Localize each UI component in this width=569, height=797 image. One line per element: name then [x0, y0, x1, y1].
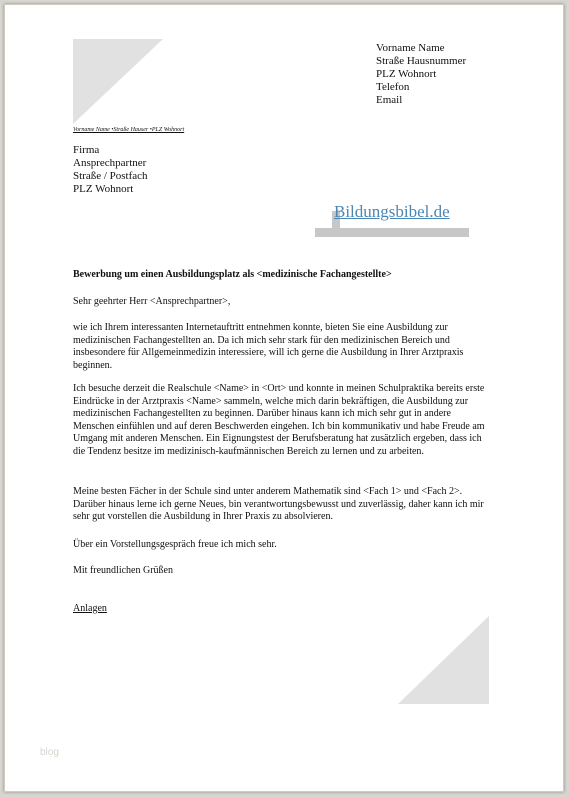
sender-city: PLZ Wohnort	[376, 68, 437, 80]
decorative-triangle-top	[73, 39, 163, 124]
letter-paragraph: wie ich Ihrem interessanten Internetauftritt entnehmen konnte, bieten Sie eine Ausbildung zur medizinischen Fachangestellten an. Da ich mich sehr stark für den medizinischen Bereich und insbesondere für Allgemeinmedizin interessiere, will ich gerne die Ausbildung in Ihrer Arztpraxis beginnen.	[73, 322, 464, 371]
recipient-city: PLZ Wohnort	[73, 183, 134, 195]
recipient-company: Firma	[73, 144, 100, 156]
letter-closing: Mit freundlichen Grüßen	[73, 565, 173, 576]
recipient-address	[73, 144, 148, 196]
letter-salutation: Sehr geehrter Herr <Ansprechpartner>,	[73, 296, 231, 307]
letter-paragraph: Ich besuche derzeit die Realschule <Name> in <Ort> und konnte in meinen Schulpraktika bereits erste Eindrücke in der Arztpraxis <Name> sammeln, welche mich darin bekräftigen, die Ausbildung zur medizinischen Fachangestellten zu beginnen. Darüber hinaus kann ich mich sehr gut in andere Menschen einfühlen und auf deren Beschwerden eingehen. Ich bin kommunikativ und habe Freude am Umgang mit anderen Menschen. Ein Eignungstest der Berufsberatung hat zusätzlich ergeben, dass ich die Tendenz besitze im medizinisch-kaufmännischen Bereich zu lernen und zu arbeiten.	[73, 383, 485, 457]
recipient-contact: Ansprechpartner	[73, 157, 147, 169]
sender-address	[376, 42, 466, 107]
return-address-line: Vorname Name •Straße Hauser •PLZ Wohnort	[73, 127, 185, 133]
brand-logo-text[interactable]: Bildungsbibel.de	[334, 202, 450, 221]
letter-paragraph: Meine besten Fächer in der Schule sind unter anderem Mathematik sind <Fach 1> und <Fach 2>. Darüber hinaus lerne ich gerne Neues, bin verantwortungsbewusst und zuverlässig, daher kann ich mir sehr gut vorstellen die Ausbildung in Ihrer Praxis zu absolvieren.	[73, 486, 484, 523]
sender-name: Vorname Name	[376, 42, 445, 54]
watermark-text: blog	[40, 747, 59, 758]
sender-phone: Telefon	[376, 81, 410, 93]
brand-bar-horizontal	[315, 228, 469, 237]
decorative-triangle-bottom	[398, 616, 489, 704]
sender-street: Straße Hausnummer	[376, 55, 467, 67]
recipient-street: Straße / Postfach	[73, 170, 148, 182]
letter-page	[4, 4, 564, 792]
letter-subject: Bewerbung um einen Ausbildungsplatz als <medizinische Fachangestellte>	[73, 269, 392, 280]
sender-email: Email	[376, 94, 403, 106]
letter-paragraph: Über ein Vorstellungsgespräch freue ich mich sehr.	[73, 539, 277, 550]
letter-attachments: Anlagen	[73, 603, 107, 614]
